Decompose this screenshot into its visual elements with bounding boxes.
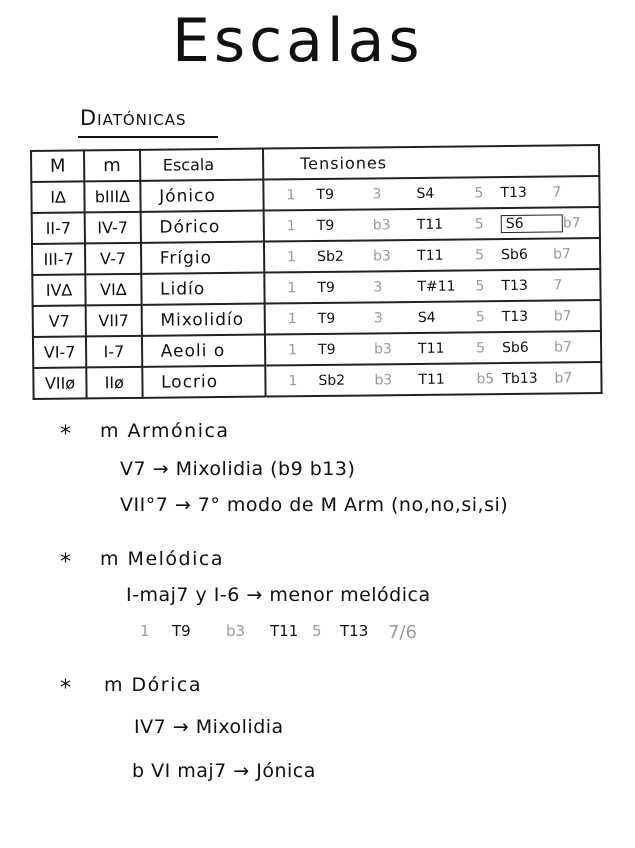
cell-major-degree: VI-7 — [33, 336, 86, 368]
section-head-dorica: m Dórica — [104, 674, 202, 696]
tension-value: 5 — [475, 308, 485, 325]
tension-value: 1 — [286, 186, 296, 203]
tension-value: 1 — [287, 279, 297, 296]
tension-value: Sb2 — [317, 248, 344, 265]
tension-value: T9 — [318, 341, 336, 358]
cell-tensions — [264, 269, 600, 304]
cell-scale-name: Frígio — [141, 242, 265, 274]
tension-value: 1 — [288, 372, 298, 389]
cell-tensions — [265, 331, 601, 366]
tension-value: b3 — [373, 247, 392, 264]
tension-value: T11 — [416, 216, 444, 233]
cell-scale-name: Dórico — [140, 211, 264, 243]
tension-value: b7 — [554, 338, 572, 356]
tension-value: b7 — [553, 307, 572, 325]
tension-value: T13 — [501, 308, 529, 325]
tension-value: 1 — [288, 341, 298, 358]
tension-value: 5 — [475, 277, 485, 294]
tension-value: T11 — [417, 247, 444, 264]
tension-value: b3 — [374, 371, 393, 388]
tension-value: b3 — [372, 216, 391, 233]
mel-t-6: T13 — [340, 622, 369, 640]
cell-minor-degree: IV-7 — [85, 212, 141, 244]
note-melodica-1: I-maj7 y I-6 → menor melódica — [126, 584, 431, 606]
cell-scale-name: Jónico — [140, 180, 264, 212]
cell-scale-name: Locrio — [142, 366, 266, 398]
mel-t-2: T9 — [172, 622, 191, 640]
tension-grid — [264, 177, 598, 209]
cell-major-degree: I∆ — [31, 181, 84, 213]
cell-major-degree: III-7 — [32, 243, 85, 275]
cell-tensions — [265, 362, 601, 397]
bullet-armonica: * — [60, 422, 71, 447]
cell-scale-name: Aeoli o — [142, 335, 266, 367]
tension-value: b3 — [374, 340, 392, 357]
tension-value: T11 — [418, 340, 445, 357]
tension-value: 7 — [553, 276, 563, 294]
tension-value: 1 — [286, 217, 296, 234]
cell-major-degree: V7 — [33, 305, 86, 337]
tension-value: T9 — [317, 310, 336, 327]
tension-value: 1 — [287, 310, 297, 327]
bullet-dorica: * — [60, 676, 71, 701]
tension-value: T9 — [316, 217, 335, 234]
tension-value: 5 — [474, 215, 484, 232]
scales-table — [30, 144, 603, 400]
cell-scale-name: Mixolidío — [141, 304, 265, 336]
tension-value: 1 — [287, 248, 297, 265]
tension-value: S4 — [416, 185, 435, 202]
header-minor: m — [84, 150, 140, 182]
tension-value: T9 — [317, 279, 336, 296]
mel-t-3: b3 — [226, 622, 246, 640]
tension-value: Sb6 — [501, 246, 528, 263]
cell-tensions — [263, 176, 599, 211]
section-head-melodica: m Melódica — [100, 548, 224, 570]
cell-minor-degree: IIø — [86, 367, 142, 399]
mel-t-1: 1 — [140, 622, 150, 640]
tension-value: Tb13 — [502, 370, 538, 387]
bullet-melodica: * — [60, 550, 71, 575]
tension-value: T#11 — [417, 278, 456, 295]
mel-t-4: T11 — [270, 622, 299, 640]
tension-value: T13 — [500, 184, 527, 201]
header-tensions: Tensiones — [263, 145, 599, 180]
cell-tensions — [265, 300, 601, 335]
cell-tensions — [264, 207, 600, 242]
cell-minor-degree: VII7 — [86, 305, 142, 337]
header-major: M — [31, 150, 84, 182]
tension-value: Sb2 — [318, 372, 346, 389]
tension-value: 3 — [373, 278, 383, 295]
note-dorica-1: IV7 → Mixolidia — [134, 716, 284, 738]
tension-grid — [265, 270, 599, 302]
tension-value: 5 — [475, 246, 485, 263]
section-title-diatonicas: Diatónicas — [80, 106, 187, 130]
cell-major-degree: VIIø — [33, 367, 86, 399]
tension-grid — [266, 332, 600, 364]
melodica-tensions — [140, 622, 428, 643]
tension-value: 5 — [474, 184, 484, 201]
cell-major-degree: II-7 — [32, 212, 85, 244]
tension-value: 3 — [373, 309, 383, 326]
tension-value: S4 — [417, 309, 436, 326]
tension-value: b7 — [553, 245, 571, 263]
cell-minor-degree: VI∆ — [85, 274, 141, 306]
tension-value: b7 — [562, 214, 581, 231]
cell-minor-degree: I-7 — [86, 336, 142, 368]
cell-minor-degree: V-7 — [85, 243, 141, 275]
tension-grid — [265, 239, 599, 271]
tension-value: T11 — [418, 371, 445, 388]
table-row — [33, 362, 601, 399]
page-title: Escalas — [172, 6, 424, 76]
tension-value: 7 — [552, 183, 562, 201]
tension-value: Sb6 — [502, 339, 529, 356]
header-scale: Escala — [140, 149, 264, 181]
tension-value: b5 — [476, 370, 495, 387]
tension-value: T9 — [316, 186, 335, 203]
section-head-armonica: m Armónica — [100, 420, 230, 442]
cell-tensions — [264, 238, 600, 273]
tension-value: T13 — [501, 277, 528, 294]
note-armonica-2: VII°7 → 7° modo de M Arm (no,no,si,si) — [120, 494, 509, 516]
note-armonica-1: V7 → Mixolidia (b9 b13) — [120, 458, 356, 480]
subtitle-underline — [78, 136, 218, 138]
note-dorica-2: b VI maj7 → Jónica — [132, 760, 316, 782]
tension-grid — [266, 363, 600, 395]
cell-scale-name: Lidío — [141, 273, 265, 305]
tension-grid — [265, 208, 599, 240]
mel-t-7: 7/6 — [388, 622, 417, 643]
cell-minor-degree: bIII∆ — [84, 181, 140, 213]
tension-value: S6 — [501, 214, 563, 233]
tension-grid — [266, 301, 600, 333]
tension-value: 5 — [476, 339, 486, 356]
mel-t-5: 5 — [312, 622, 322, 640]
cell-major-degree: IV∆ — [32, 274, 85, 306]
tension-value: b7 — [554, 369, 573, 387]
tension-value: 3 — [372, 185, 382, 202]
